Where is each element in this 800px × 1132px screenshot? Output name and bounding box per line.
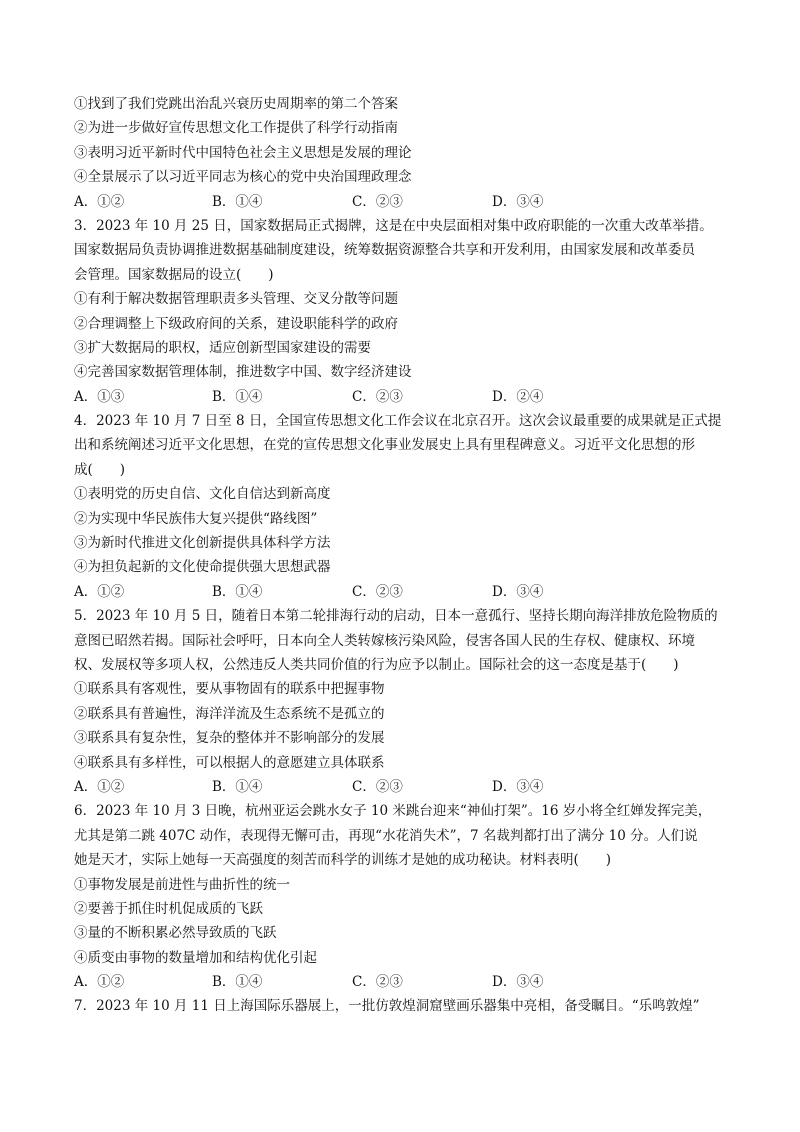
q7-stem-line-1: 7．2023 年 10 月 11 日上海国际乐器展上，一批仿敦煌洞窟壁画乐器集中亮相，备受瞩目。“乐鸣敦煌”: [74, 998, 700, 1015]
q3-option-d: D．②④: [492, 388, 544, 405]
q2-option-a: A．①②: [74, 193, 125, 210]
q5-stem-line-3: 权、发展权等多项人权，公然违反人类共同价值的行为应予以制止。国际社会的这一态度是基于( ): [74, 656, 679, 673]
q2-item-2: ②为进一步做好宣传思想文化工作提供了科学行动指南: [74, 120, 398, 137]
q5-stem-line-1: 5．2023 年 10 月 5 日，随着日本第二轮排海行动的启动，日本一意孤行、坚持长期向海洋排放危险物质的: [74, 608, 718, 625]
exam-page: [74, 92, 724, 1019]
q5-options: [74, 775, 724, 799]
q5-item-4: ④联系具有多样性，可以根据人的意愿建立具体联系: [74, 754, 385, 771]
q3-stem-line-2: 国家数据局负责协调推进数据基础制度建设，统筹数据资源整合共享和开发利用，由国家发展和改革委员: [74, 242, 695, 259]
q3-stem-line-3: 会管理。国家数据局的设立( ): [74, 266, 274, 283]
q4-option-c: C．②③: [352, 583, 403, 600]
q2-item-1: ①找到了我们党跳出治乱兴衰历史周期率的第二个答案: [74, 96, 398, 112]
q4-item-3: ③为新时代推进文化创新提供具体科学方法: [74, 535, 331, 552]
q3-option-b: B．①④: [212, 388, 263, 405]
q5-option-b: B．①④: [212, 778, 263, 795]
q4-option-b: B．①④: [212, 583, 263, 600]
q3-stem-line-1: 3．2023 年 10 月 25 日，国家数据局正式揭牌，这是在中央层面相对集中政府职能的一次重大改革举措。: [74, 217, 713, 234]
q6-item-1: ①事物发展是前进性与曲折性的统一: [74, 876, 290, 893]
q3-option-a: A．①③: [74, 388, 125, 405]
q6-item-3: ③量的不断积累必然导致质的飞跃: [74, 925, 277, 942]
q4-stem-line-1: 4．2023 年 10 月 7 日至 8 日，全国宣传思想文化工作会议在北京召开。这次会议最重要的成果就是正式提: [74, 413, 722, 430]
q6-option-a: A．①②: [74, 974, 125, 991]
q3-options: [74, 385, 724, 409]
q5-item-2: ②联系具有普遍性，海洋洋流及生态系统不是孤立的: [74, 705, 385, 722]
question-3: [74, 214, 724, 409]
q4-item-4: ④为担负起新的文化使命提供强大思想武器: [74, 559, 331, 576]
q6-stem-line-2: 尤其是第二跳 407C 动作，表现得无懈可击，再现“水花消失术”，7 名裁判都打出了满分 10 分。人们说: [74, 827, 698, 844]
q5-option-c: C．②③: [352, 778, 403, 795]
q2-item-4: ④全景展示了以习近平同志为核心的党中央治国理政理念: [74, 169, 412, 186]
q6-stem-line-3: 她是天才，实际上她每一天高强度的刻苦而科学的训练才是她的成功秘诀。材料表明( ): [74, 852, 612, 869]
q4-option-d: D．③④: [492, 583, 544, 600]
q5-item-3: ③联系具有复杂性，复杂的整体并不影响部分的发展: [74, 730, 385, 747]
question-4: [74, 409, 724, 604]
q6-options: [74, 970, 724, 994]
q3-item-4: ④完善国家数据管理体制，推进数字中国、数字经济建设: [74, 364, 412, 381]
q5-item-1: ①联系具有客观性，要从事物固有的联系中把握事物: [74, 681, 385, 698]
q6-item-4: ④质变由事物的数量增加和结构优化引起: [74, 949, 317, 966]
q2-option-c: C．②③: [352, 193, 403, 210]
q3-item-3: ③扩大数据局的职权，适应创新型国家建设的需要: [74, 339, 371, 356]
q5-option-a: A．①②: [74, 778, 125, 795]
q6-option-c: C．②③: [352, 974, 403, 991]
q4-item-2: ②为实现中华民族伟大复兴提供“路线图”: [74, 510, 318, 527]
q4-options: [74, 580, 724, 604]
q6-stem-line-1: 6．2023 年 10 月 3 日晚，杭州亚运会跳水女子 10 米跳台迎来“神仙打架”。16 岁小将全红婵发挥完美，: [74, 803, 712, 820]
q4-stem-line-3: 成( ): [74, 461, 126, 478]
q4-stem-line-2: 出和系统阐述习近平文化思想，在党的宣传思想文化事业发展史上具有里程碑意义。习近平文化思想的形: [74, 437, 695, 454]
q2-item-3: ③表明习近平新时代中国特色社会主义思想是发展的理论: [74, 144, 412, 161]
q3-option-c: C．②③: [352, 388, 403, 405]
q2-options: [74, 190, 724, 214]
q2-option-b: B．①④: [212, 193, 263, 210]
question-6: [74, 799, 724, 994]
q4-item-1: ①表明党的历史自信、文化自信达到新高度: [74, 486, 331, 503]
question-2: [74, 92, 724, 214]
question-5: [74, 604, 724, 799]
q5-option-d: D．③④: [492, 778, 544, 795]
q6-option-b: B．①④: [212, 974, 263, 991]
q6-option-d: D．③④: [492, 974, 544, 991]
q4-option-a: A．①②: [74, 583, 125, 600]
q5-stem-line-2: 意图已昭然若揭。国际社会呼吁，日本向全人类转嫁核污染风险，侵害各国人民的生存权、健康权、环境: [74, 632, 695, 649]
question-7: [74, 994, 724, 1018]
q3-item-2: ②合理调整上下级政府间的关系，建设职能科学的政府: [74, 315, 398, 332]
q2-option-d: D．③④: [492, 193, 544, 210]
q3-item-1: ①有利于解决数据管理职责多头管理、交叉分散等问题: [74, 291, 398, 308]
q6-item-2: ②要善于抓住时机促成质的飞跃: [74, 900, 263, 917]
